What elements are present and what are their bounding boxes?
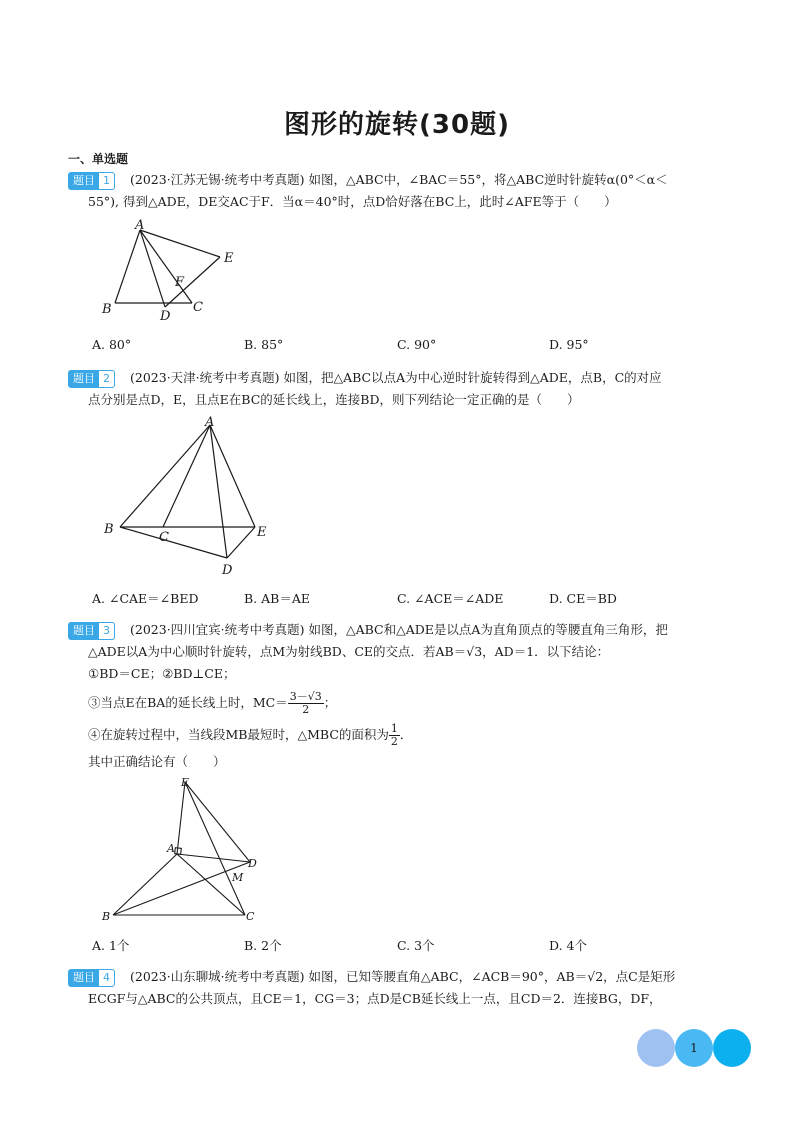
q1-figure	[95, 215, 255, 330]
q1-text-line2: 55°), 得到△ADE，DE交AC于F．当α＝40°时，点D恰好落在BC上，此时∠AFE等于（ ）	[88, 194, 617, 209]
q2-figure	[95, 410, 285, 580]
q2-text-line2: 点分别是点D，E，且点E在BC的延长线上，连接BD，则下列结论一定正确的是（ ）	[88, 392, 580, 407]
q4-text-line1: (2023·山东聊城·统考中考真题) 如图，已知等腰直角△ABC，∠ACB＝90°，AB＝√2，点C是矩形	[130, 969, 676, 984]
question-badge-1	[68, 172, 115, 190]
page-decoration-circle-left	[637, 1029, 675, 1067]
label-c: C	[193, 300, 203, 315]
q2-option-d[interactable]: D. CE＝BD	[549, 591, 617, 606]
label-a: A	[205, 415, 215, 430]
fraction-numerator: 3－√3	[289, 690, 322, 703]
q3-text-line5	[88, 720, 412, 750]
question-badge-4	[68, 969, 115, 987]
q3-line5-end: ．	[399, 727, 413, 742]
q1-option-c[interactable]: C. 90°	[397, 337, 437, 352]
q3-line4-text: ③当点E在BA的延长线上时，MC＝	[88, 695, 288, 710]
q4-text-line2: ECGF与△ABC的公共顶点，且CE＝1，CG＝3；点D是CB延长线上一点，且CD＝2．连接BG，DF，	[88, 991, 662, 1006]
label-d: D	[160, 309, 171, 324]
page-number: 1	[675, 1029, 713, 1067]
q2-option-b[interactable]: B. AB＝AE	[244, 591, 310, 606]
fraction-denominator: 2	[390, 735, 398, 748]
q3-option-b[interactable]: B. 2个	[244, 938, 282, 953]
q2-option-c[interactable]: C. ∠ACE＝∠ADE	[397, 591, 504, 606]
q1-option-d[interactable]: D. 95°	[549, 337, 589, 352]
q3-line4-end: ；	[323, 695, 337, 710]
label-b: B	[102, 910, 111, 923]
q3-option-d[interactable]: D. 4个	[549, 938, 587, 953]
q3-text-line2: △ADE以A为中心顺时针旋转，点M为射线BD、CE的交点．若AB＝√3，AD＝1．以下结论：	[88, 644, 610, 659]
q1-option-b[interactable]: B. 85°	[244, 337, 284, 352]
badge-label: 题目	[69, 173, 99, 189]
fraction-denominator: 2	[302, 703, 310, 716]
q3-option-a[interactable]: A. 1个	[92, 938, 130, 953]
badge-label: 题目	[69, 623, 99, 639]
q2-option-a[interactable]: A. ∠CAE＝∠BED	[92, 591, 199, 606]
q1-text-line1: (2023·江苏无锡·统考中考真题) 如图，△ABC中，∠BAC＝55°，将△ABC逆时针旋转α(0°＜α＜	[130, 172, 668, 187]
q3-text-line6: 其中正确结论有（ ）	[88, 754, 226, 769]
page-title: 图形的旋转(30题)	[284, 110, 510, 140]
q3-text-line3: ①BD＝CE；②BD⊥CE；	[88, 666, 236, 681]
label-b: B	[102, 302, 112, 317]
label-d: D	[248, 857, 257, 870]
label-e: E	[181, 776, 190, 789]
label-c: C	[246, 910, 255, 923]
q1-option-a[interactable]: A. 80°	[92, 337, 132, 352]
question-badge-3	[68, 622, 115, 640]
label-c: C	[159, 530, 169, 545]
section-heading: 一、单选题	[68, 152, 129, 166]
label-a: A	[135, 218, 145, 233]
badge-label: 题目	[69, 970, 99, 986]
q3-text-line1: (2023·四川宜宾·统考中考真题) 如图，△ABC和△ADE是以点A为直角顶点的等腰直角三角形，把	[130, 622, 668, 637]
q3-text-line4	[88, 688, 336, 718]
label-e: E	[224, 251, 234, 266]
fraction	[288, 691, 324, 716]
label-d: D	[222, 563, 233, 578]
badge-number: 1	[99, 173, 114, 189]
fraction-numerator: 1	[390, 722, 398, 735]
badge-number: 2	[99, 371, 114, 387]
question-badge-2	[68, 370, 115, 388]
q3-figure	[95, 770, 275, 925]
label-e: E	[257, 525, 267, 540]
badge-number: 4	[99, 970, 114, 986]
label-a: A	[167, 842, 175, 855]
fraction	[389, 723, 400, 748]
label-b: B	[104, 522, 114, 537]
badge-number: 3	[99, 623, 114, 639]
q3-line5-text: ④在旋转过程中，当线段MB最短时，△MBC的面积为	[88, 727, 389, 742]
label-f: F	[175, 275, 185, 290]
q3-option-c[interactable]: C. 3个	[397, 938, 435, 953]
q2-text-line1: (2023·天津·统考中考真题) 如图，把△ABC以点A为中心逆时针旋转得到△ADE，点B，C的对应	[130, 370, 662, 385]
label-m: M	[232, 871, 244, 884]
page-decoration-circle-right	[713, 1029, 751, 1067]
badge-label: 题目	[69, 371, 99, 387]
